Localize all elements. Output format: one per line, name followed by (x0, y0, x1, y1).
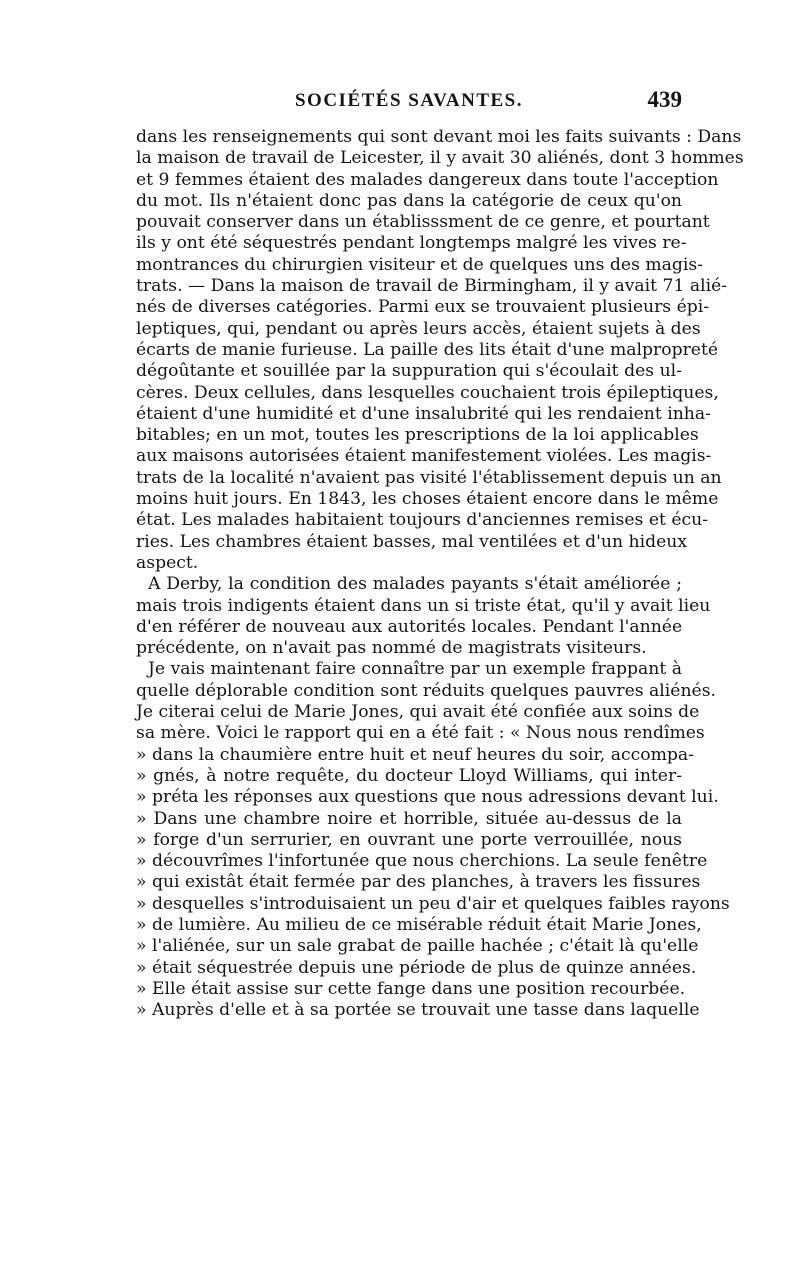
text-line: montrances du chirurgien visiteur et de quelques uns des magis- (136, 254, 704, 275)
page-header (136, 87, 682, 120)
quoted-line: » Dans une chambre noire et horrible, située au-dessus de la (136, 808, 682, 829)
text-line: dans les renseignements qui sont devant moi les faits suivants : Dans (136, 127, 742, 147)
text-line: aux maisons autorisées étaient manifestement violées. Les magis- (136, 446, 712, 467)
text-line: d'en référer de nouveau aux autorités locales. Pendant l'année (136, 616, 683, 637)
quoted-line: » était séquestrée depuis une période de plus de quinze années. (136, 957, 697, 978)
quoted-line: » desquelles s'introduisaient un peu d'air et quelques faibles rayons (136, 893, 730, 914)
text-line: quelle déplorable condition sont réduits quelques pauvres aliénés. (136, 680, 716, 701)
text-line: ries. Les chambres étaient basses, mal ventilées et d'un hideux (136, 531, 688, 552)
quoted-line: » Auprès d'elle et à sa portée se trouvait une tasse dans laquelle (136, 1000, 700, 1021)
paragraph-end-line: précédente, on n'avait pas nommé de magistrats visiteurs. (136, 638, 647, 659)
text-line: et 9 femmes étaient des malades dangereux dans toute l'acception (136, 169, 719, 190)
text-line: du mot. Ils n'étaient donc pas dans la catégorie de ceux qu'on (136, 190, 682, 211)
quoted-line: » qui existât était fermée par des planches, à travers les fissures (136, 872, 701, 893)
quoted-line: » Elle était assise sur cette fange dans une position recourbée. (136, 978, 686, 999)
text-line: leptiques, qui, pendant ou après leurs accès, étaient sujets à des (136, 318, 701, 339)
quoted-line: » découvrîmes l'infortunée que nous cherchions. La seule fenêtre (136, 851, 708, 872)
text-line: moins huit jours. En 1843, les choses étaient encore dans le même (136, 489, 719, 510)
running-title: SOCIÉTÉS SAVANTES. (294, 90, 523, 111)
quoted-line: » de lumière. Au milieu de ce misérable réduit était Marie Jones, (136, 914, 702, 935)
text-line: sa mère. Voici le rapport qui en a été fait : « Nous nous rendîmes (136, 723, 705, 744)
text-line: nés de diverses catégories. Parmi eux se trouvaient plusieurs épi- (136, 297, 710, 318)
text-line: ils y ont été séquestrés pendant longtemps malgré les vives re- (136, 233, 687, 254)
paragraph-start-line: A Derby, la condition des malades payants s'était améliorée ; (148, 574, 682, 595)
text-line: la maison de travail de Leicester, il y avait 30 aliénés, dont 3 hommes (136, 148, 744, 169)
quoted-line: » gnés, à notre requête, du docteur Lloyd Williams, qui inter- (136, 765, 682, 786)
text-line: écarts de manie furieuse. La paille des lits était d'une malpropreté (136, 339, 719, 360)
text-line: état. Les malades habitaient toujours d'anciennes remises et écu- (136, 510, 709, 531)
quoted-line: » dans la chaumière entre huit et neuf heures du soir, accompa- (136, 744, 694, 765)
text-line: trats de la localité n'avaient pas visité l'établissement depuis un an (136, 467, 722, 488)
text-line: Je citerai celui de Marie Jones, qui avait été confiée aux soins de (136, 702, 700, 723)
body-text (136, 127, 744, 1021)
quoted-line: » l'aliénée, sur un sale grabat de paille hachée ; c'était là qu'elle (136, 936, 699, 957)
text-line: pouvait conserver dans un établisssment de ce genre, et pourtant (136, 212, 710, 233)
quoted-line: » forge d'un serrurier, en ouvrant une porte verrouillée, nous (136, 829, 682, 850)
page-number: 439 (647, 87, 682, 112)
text-line: mais trois indigents étaient dans un si triste état, qu'il y avait lieu (136, 595, 711, 616)
text-line: bitables; en un mot, toutes les prescriptions de la loi applicables (136, 425, 699, 446)
quoted-line: » préta les réponses aux questions que nous adressions devant lui. (136, 787, 719, 808)
text-line: dégoûtante et souillée par la suppuration qui s'écoulait des ul- (136, 361, 682, 382)
text-line: trats. — Dans la maison de travail de Birmingham, il y avait 71 alié- (136, 276, 728, 297)
paragraph-start-line: Je vais maintenant faire connaître par un exemple frappant à (148, 659, 682, 680)
text-line: cères. Deux cellules, dans lesquelles couchaient trois épileptiques, (136, 382, 719, 403)
paragraph-end-line: aspect. (136, 552, 199, 573)
text-line: étaient d'une humidité et d'une insalubrité qui les rendaient inha- (136, 403, 711, 424)
